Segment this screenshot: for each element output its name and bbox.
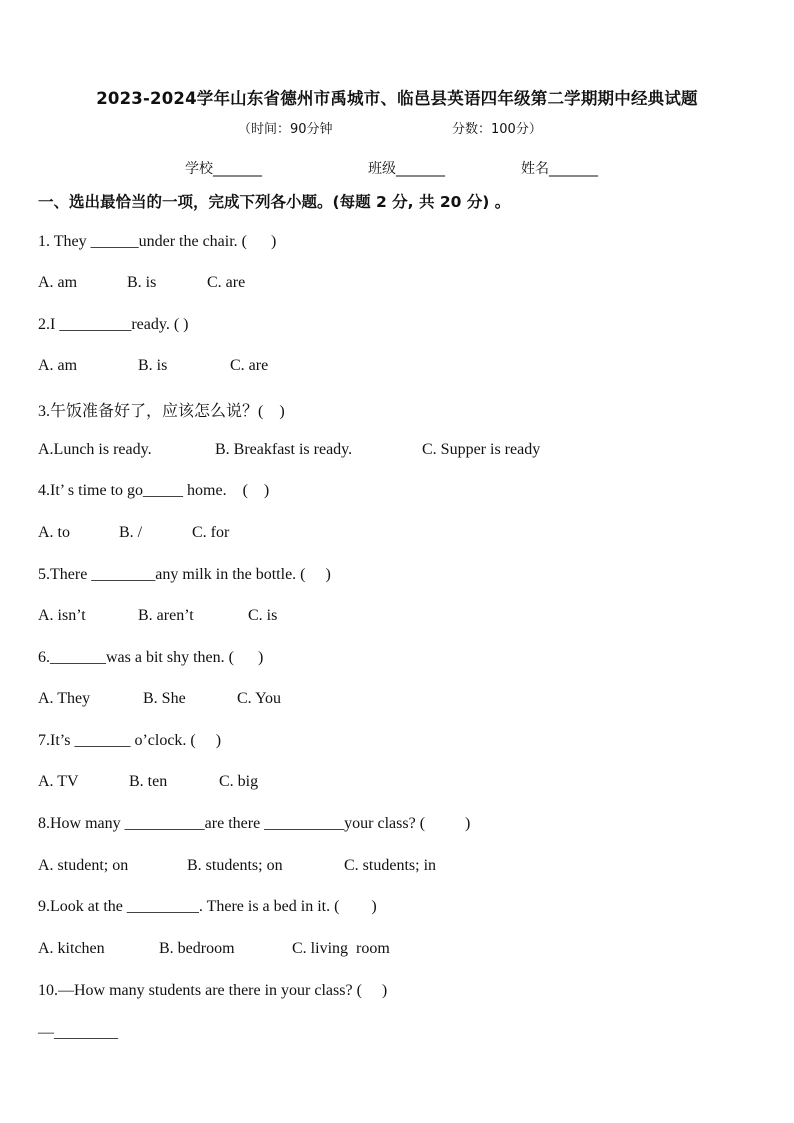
option-c: C. Supper is ready (422, 441, 541, 458)
name-field: 姓名_______ (521, 161, 598, 177)
option-a: A. student; on (38, 857, 129, 874)
option-c: C. for (192, 524, 230, 541)
option-c: C. You (237, 690, 282, 707)
option-b: B. bedroom (159, 940, 235, 957)
option-c: C. students; in (344, 857, 437, 874)
option-b: B. students; on (187, 857, 283, 874)
option-b: B. is (127, 274, 157, 291)
option-c: C. are (230, 357, 269, 374)
option-a: A. am (38, 357, 78, 374)
option-a: A. isn’t (38, 607, 86, 624)
option-a: A. TV (38, 773, 79, 790)
option-c: C. is (248, 607, 278, 624)
option-b: B. / (119, 524, 143, 541)
section-heading: 一、选出最恰当的一项，完成下列各小题。(每题 2 分, 共 20 分) 。 (38, 193, 511, 211)
school-field: 学校_______ (185, 161, 262, 177)
question-2: 2.I _________ready. ( ) (38, 316, 189, 333)
option-a: A. am (38, 274, 78, 291)
option-b: B. is (138, 357, 168, 374)
option-a: A.Lunch is ready. (38, 441, 152, 458)
question-7: 7.It’s _______ o’clock. ( ) (38, 732, 222, 749)
option-c: C. living room (292, 940, 390, 957)
option-b: B. Breakfast is ready. (215, 441, 353, 458)
question-5: 5.There ________any milk in the bottle. ( ) (38, 566, 331, 583)
page-title: 2023-2024学年山东省德州市禹城市、临邑县英语四年级第二学期期中经典试题 (96, 89, 698, 108)
option-c: C. are (207, 274, 246, 291)
option-b: B. ten (129, 773, 168, 790)
exam-score: 分数：100分） (452, 122, 542, 137)
question-4: 4.It’ s time to go_____ home. ( ) (38, 482, 270, 499)
option-b: B. aren’t (138, 607, 194, 624)
option-c: C. big (219, 773, 259, 790)
question-8: 8.How many __________are there __________your class? ( ) (38, 815, 471, 832)
question-9: 9.Look at the _________. There is a bed in it. ( ) (38, 898, 377, 915)
answer-line: —________ (38, 1024, 118, 1041)
question-1: 1. They ______under the chair. ( ) (38, 233, 277, 250)
class-field: 班级_______ (368, 161, 445, 177)
option-b: B. She (143, 690, 186, 707)
question-3: 3.午饭准备好了，应该怎么说？( ) (38, 403, 285, 420)
exam-time: （时间：90分钟 (238, 122, 333, 137)
option-a: A. They (38, 690, 91, 707)
option-a: A. to (38, 524, 70, 541)
option-a: A. kitchen (38, 940, 105, 957)
question-10: 10.—How many students are there in your class? ( ) (38, 982, 388, 999)
question-6: 6._______was a bit shy then. ( ) (38, 649, 264, 666)
